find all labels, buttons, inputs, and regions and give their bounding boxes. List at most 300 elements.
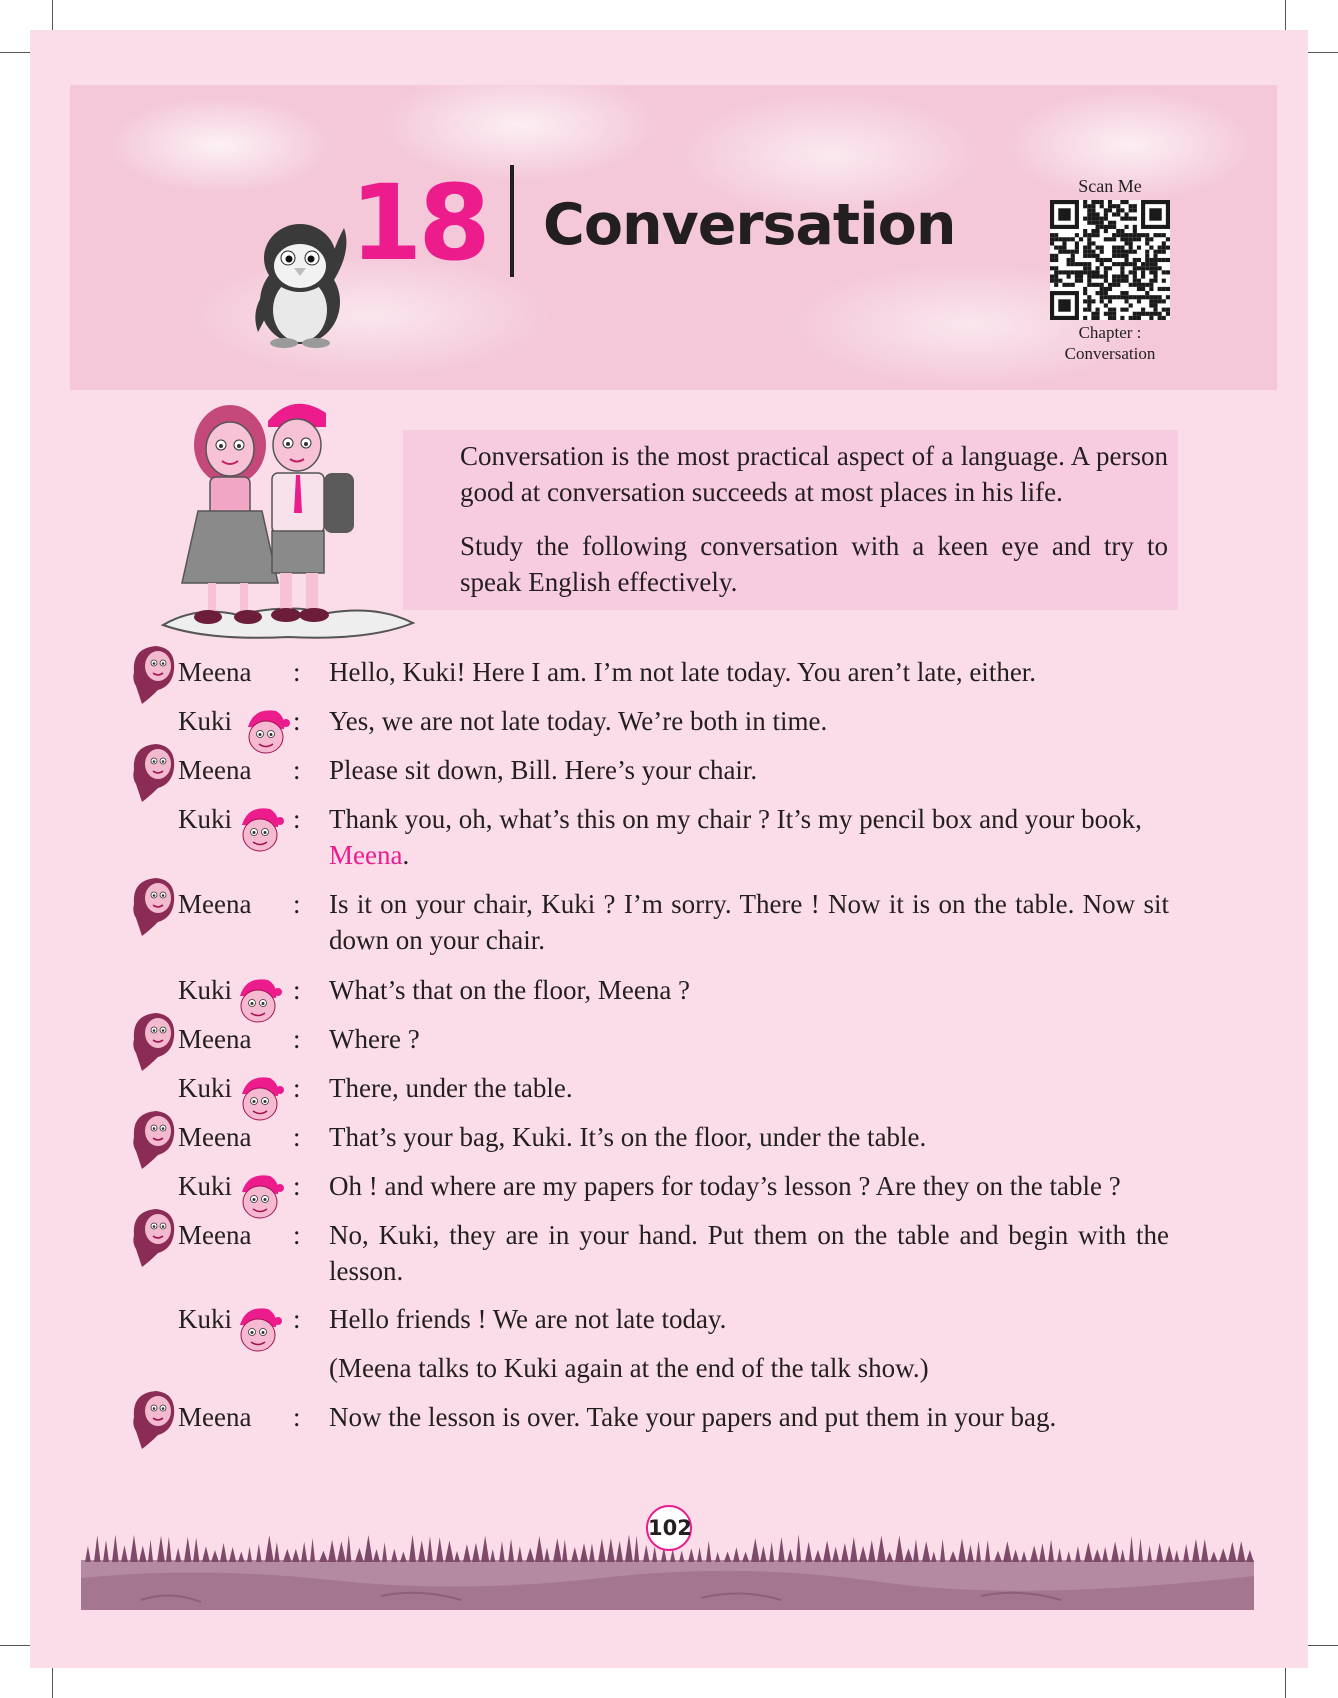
dialogue-text: What’s that on the floor, Meena ? — [329, 975, 691, 1005]
dialogue-text: No, Kuki, they are in your hand. Put them on the table and begin with the lesson. — [329, 1220, 1169, 1286]
qr-module — [1149, 270, 1153, 274]
qr-module — [1091, 250, 1095, 254]
qr-module — [1096, 270, 1100, 274]
qr-module — [1104, 287, 1108, 291]
qr-module — [1129, 250, 1133, 254]
qr-module — [1145, 295, 1149, 299]
qr-module — [1166, 258, 1170, 262]
kuki-avatar-icon — [234, 1072, 284, 1124]
qr-module — [1137, 258, 1141, 262]
qr-module — [1120, 237, 1124, 241]
qr-module — [1145, 262, 1149, 266]
qr-module — [1075, 250, 1079, 254]
qr-module — [1137, 316, 1141, 320]
qr-module — [1050, 237, 1054, 241]
qr-module — [1158, 246, 1162, 250]
meena-avatar-icon — [128, 1107, 178, 1171]
qr-module — [1153, 299, 1157, 303]
qr-module — [1162, 241, 1166, 245]
qr-module — [1116, 279, 1120, 283]
tree-silhouette — [724, 1551, 731, 1562]
qr-module — [1124, 250, 1128, 254]
qr-module — [1137, 283, 1141, 287]
qr-module — [1058, 250, 1062, 254]
qr-module — [1158, 258, 1162, 262]
tree-silhouette — [1147, 1546, 1152, 1562]
qr-module — [1083, 270, 1087, 274]
qr-module — [1100, 225, 1104, 229]
qr-module — [1124, 279, 1128, 283]
tree-silhouette — [1183, 1544, 1189, 1562]
qr-module — [1153, 274, 1157, 278]
dialogue-text: Oh ! and where are my papers for today’s lesson ? Are they on the table ? — [329, 1171, 1121, 1201]
qr-module — [1137, 312, 1141, 316]
qr-module — [1162, 299, 1166, 303]
tree-silhouette — [733, 1547, 740, 1562]
tree-silhouette — [913, 1539, 919, 1562]
tree-silhouette — [184, 1537, 191, 1562]
tree-silhouette — [940, 1539, 945, 1562]
qr-module — [1162, 233, 1166, 237]
speaker-colon: : — [293, 975, 301, 1005]
qr-module — [1133, 279, 1137, 283]
qr-module — [1087, 295, 1091, 299]
qr-module — [1120, 229, 1124, 233]
crop-mark — [1308, 52, 1338, 53]
qr-module — [1108, 208, 1112, 212]
tree-silhouette — [949, 1551, 957, 1562]
qr-module — [1096, 212, 1100, 216]
qr-module — [1075, 279, 1079, 283]
qr-module — [1153, 303, 1157, 307]
qr-module — [1067, 237, 1071, 241]
qr-module — [1087, 254, 1091, 258]
tree-silhouette — [463, 1544, 471, 1562]
qr-module — [1166, 237, 1170, 241]
qr-module — [1112, 295, 1116, 299]
qr-module — [1124, 212, 1128, 216]
speaker-name: Meena — [178, 1024, 252, 1054]
intro-paragraph-1: Conversation is the most practical aspect of a language. A person good at conversation succeeds at most places in his life. — [460, 441, 1168, 507]
tree-silhouette — [382, 1542, 387, 1562]
qr-code-icon[interactable] — [1050, 200, 1170, 320]
qr-module — [1153, 254, 1157, 258]
tree-silhouette — [1237, 1541, 1245, 1562]
qr-module — [1096, 258, 1100, 262]
qr-module — [1141, 308, 1145, 312]
dialogue-text: Now the lesson is over. Take your papers and put them in your bag. — [329, 1402, 1057, 1432]
tree-silhouette — [409, 1535, 416, 1562]
qr-module — [1054, 283, 1058, 287]
qr-module — [1112, 279, 1116, 283]
qr-module — [1083, 204, 1087, 208]
tree-silhouette — [229, 1547, 236, 1562]
qr-module — [1096, 283, 1100, 287]
qr-module — [1054, 258, 1058, 262]
qr-module — [1153, 250, 1157, 254]
qr-module — [1071, 270, 1075, 274]
qr-module — [1083, 299, 1087, 303]
qr-module — [1083, 262, 1087, 266]
tree-silhouette — [445, 1541, 454, 1562]
qr-module — [1096, 254, 1100, 258]
qr-module — [1120, 274, 1124, 278]
qr-module — [1145, 233, 1149, 237]
tree-silhouette — [499, 1541, 505, 1562]
qr-module — [1058, 237, 1062, 241]
qr-module — [1050, 233, 1054, 237]
qr-module — [1133, 208, 1137, 212]
tree-silhouette — [571, 1547, 579, 1562]
tree-silhouette — [1021, 1551, 1027, 1562]
qr-module — [1162, 246, 1166, 250]
meena-avatar-icon — [128, 1009, 178, 1073]
qr-module — [1158, 287, 1162, 291]
tree-silhouette — [634, 1535, 639, 1562]
tree-silhouette — [454, 1551, 460, 1562]
qr-module — [1120, 266, 1124, 270]
tree-silhouette — [238, 1552, 245, 1562]
qr-module — [1087, 279, 1091, 283]
qr-module — [1108, 295, 1112, 299]
speaker-colon: : — [293, 1024, 301, 1054]
tree-silhouette — [94, 1535, 101, 1562]
qr-module — [1096, 291, 1100, 295]
qr-module — [1153, 258, 1157, 262]
intro-paragraph-2: Study the following conversation with a keen eye and try to speak English effectively. — [460, 531, 1168, 597]
tree-silhouette — [175, 1548, 181, 1562]
tree-silhouette — [760, 1546, 767, 1562]
qr-module — [1158, 299, 1162, 303]
kuki-avatar-icon — [234, 1170, 284, 1222]
qr-module — [1083, 246, 1087, 250]
qr-module — [1149, 237, 1153, 241]
qr-module — [1112, 262, 1116, 266]
speaker-name: Kuki — [178, 706, 232, 736]
crop-mark — [52, 1668, 53, 1698]
speaker-colon: : — [293, 804, 301, 834]
qr-module — [1133, 225, 1137, 229]
qr-module — [1083, 254, 1087, 258]
qr-module — [1104, 295, 1108, 299]
qr-module — [1054, 246, 1058, 250]
tree-silhouette — [364, 1535, 373, 1562]
qr-module — [1096, 274, 1100, 278]
qr-module — [1120, 270, 1124, 274]
qr-module — [1137, 299, 1141, 303]
qr-module — [1087, 308, 1091, 312]
qr-module — [1062, 241, 1066, 245]
tree-silhouette — [508, 1539, 514, 1562]
qr-module — [1145, 258, 1149, 262]
qr-module — [1124, 291, 1128, 295]
qr-module — [1137, 266, 1141, 270]
tree-silhouette — [994, 1551, 1002, 1562]
stage-direction-text: (Meena talks to Kuki again at the end of the talk show.) — [329, 1353, 929, 1383]
kuki-avatar-icon — [240, 705, 290, 757]
tree-silhouette — [490, 1549, 495, 1562]
tree-silhouette — [832, 1547, 839, 1562]
qr-module — [1124, 241, 1128, 245]
qr-module — [1067, 262, 1071, 266]
qr-caption-line1: Chapter : — [1078, 323, 1142, 342]
tree-silhouette — [877, 1536, 886, 1562]
tree-silhouette — [1165, 1545, 1173, 1562]
qr-module — [1067, 250, 1071, 254]
qr-module — [1158, 295, 1162, 299]
qr-module — [1158, 250, 1162, 254]
tree-silhouette — [1201, 1539, 1209, 1562]
crop-mark — [0, 52, 30, 53]
tree-silhouette — [1210, 1551, 1218, 1562]
tree-silhouette — [1156, 1543, 1163, 1562]
qr-module — [1058, 246, 1062, 250]
tree-silhouette — [418, 1540, 426, 1562]
speaker-colon: : — [293, 657, 301, 687]
qr-module — [1100, 283, 1104, 287]
qr-module — [1104, 279, 1108, 283]
qr-module — [1104, 217, 1108, 221]
qr-module — [1145, 241, 1149, 245]
qr-module — [1096, 316, 1100, 320]
qr-module — [1054, 254, 1058, 258]
qr-module — [1129, 217, 1133, 221]
qr-module — [1112, 274, 1116, 278]
qr-module — [1153, 233, 1157, 237]
qr-module — [1141, 270, 1145, 274]
qr-module — [1067, 274, 1071, 278]
dialogue-text-end: . — [402, 840, 410, 870]
tree-silhouette — [472, 1543, 480, 1562]
tree-silhouette — [103, 1540, 109, 1562]
tree-silhouette — [85, 1546, 91, 1562]
qr-module — [1096, 233, 1100, 237]
qr-module — [1112, 308, 1116, 312]
qr-module — [1137, 246, 1141, 250]
qr-module — [1141, 262, 1145, 266]
qr-module — [1129, 246, 1133, 250]
qr-module — [1145, 283, 1149, 287]
tree-silhouette — [580, 1543, 588, 1562]
qr-module — [1087, 274, 1091, 278]
qr-module — [1137, 233, 1141, 237]
qr-module — [1108, 266, 1112, 270]
qr-module — [1087, 208, 1091, 212]
qr-module — [1100, 287, 1104, 291]
qr-module — [1133, 204, 1137, 208]
qr-module — [1100, 204, 1104, 208]
qr-module — [1075, 270, 1079, 274]
qr-module — [1091, 204, 1095, 208]
dialogue-text — [329, 801, 1169, 873]
qr-module — [1083, 316, 1087, 320]
qr-module — [1087, 246, 1091, 250]
tree-silhouette — [310, 1538, 315, 1562]
qr-module — [1083, 200, 1087, 204]
qr-module — [1083, 287, 1087, 291]
qr-module — [1133, 258, 1137, 262]
qr-module — [1091, 283, 1095, 287]
qr-module — [1149, 312, 1153, 316]
tree-silhouette — [274, 1542, 280, 1562]
tree-silhouette — [121, 1545, 128, 1562]
dialogue-text: Hello, Kuki! Here I am. I’m not late today. You aren’t late, either. — [329, 657, 1037, 687]
qr-module — [1087, 283, 1091, 287]
qr-module — [1133, 229, 1137, 233]
qr-module — [1100, 250, 1104, 254]
qr-module — [1075, 262, 1079, 266]
qr-module — [1054, 270, 1058, 274]
qr-module — [1166, 295, 1170, 299]
qr-module — [1096, 308, 1100, 312]
qr-module — [1062, 237, 1066, 241]
crop-mark — [1285, 0, 1286, 30]
speaker-colon: : — [293, 755, 301, 785]
qr-module — [1054, 233, 1058, 237]
qr-module — [1129, 204, 1133, 208]
qr-module — [1067, 270, 1071, 274]
qr-module — [1166, 308, 1170, 312]
qr-module — [1058, 270, 1062, 274]
dialogue-text: Is it on your chair, Kuki ? I’m sorry. There ! Now it is on the table. Now sit down on your chair. — [329, 889, 1169, 955]
qr-finder-pattern — [1058, 299, 1070, 311]
tree-silhouette — [427, 1536, 433, 1562]
qr-module — [1091, 316, 1095, 320]
tree-silhouette — [1057, 1548, 1062, 1562]
qr-module — [1153, 279, 1157, 283]
qr-module — [1087, 204, 1091, 208]
qr-module — [1124, 295, 1128, 299]
qr-module — [1087, 250, 1091, 254]
qr-module — [1104, 312, 1108, 316]
qr-module — [1133, 270, 1137, 274]
qr-module — [1162, 279, 1166, 283]
qr-module — [1104, 266, 1108, 270]
qr-module — [1153, 262, 1157, 266]
tree-silhouette — [373, 1549, 380, 1562]
qr-module — [1116, 246, 1120, 250]
qr-module — [1137, 279, 1141, 283]
qr-finder-pattern — [1058, 208, 1070, 220]
qr-module — [1091, 241, 1095, 245]
tree-silhouette — [1012, 1550, 1019, 1562]
qr-module — [1091, 217, 1095, 221]
qr-finder-pattern — [1149, 208, 1161, 220]
tree-silhouette — [796, 1534, 801, 1562]
qr-module — [1149, 279, 1153, 283]
qr-module — [1129, 262, 1133, 266]
qr-module — [1120, 217, 1124, 221]
tree-silhouette — [625, 1534, 633, 1562]
tree-silhouette — [841, 1543, 849, 1562]
qr-module — [1133, 274, 1137, 278]
qr-module — [1133, 283, 1137, 287]
qr-module — [1079, 262, 1083, 266]
qr-module — [1124, 308, 1128, 312]
qr-module — [1116, 283, 1120, 287]
tree-silhouette — [850, 1537, 858, 1562]
speaker-name: Kuki — [178, 1073, 232, 1103]
qr-module — [1100, 258, 1104, 262]
qr-module — [1091, 200, 1095, 204]
tree-silhouette — [283, 1549, 292, 1562]
tree-silhouette — [562, 1540, 568, 1562]
qr-module — [1100, 274, 1104, 278]
qr-module — [1133, 233, 1137, 237]
qr-module — [1104, 258, 1108, 262]
qr-module — [1124, 217, 1128, 221]
speaker-name: Meena — [178, 755, 252, 785]
tree-silhouette — [112, 1535, 119, 1562]
tree-silhouette — [1219, 1548, 1227, 1562]
tree-silhouette — [1246, 1550, 1254, 1562]
tree-silhouette — [148, 1539, 153, 1562]
crop-mark — [1308, 1645, 1338, 1646]
qr-module — [1116, 204, 1120, 208]
tree-silhouette — [139, 1545, 147, 1562]
qr-module — [1087, 217, 1091, 221]
qr-module — [1124, 274, 1128, 278]
qr-module — [1124, 237, 1128, 241]
tree-silhouette — [157, 1536, 165, 1562]
crop-mark — [52, 0, 53, 30]
speaker-colon: : — [293, 889, 301, 919]
qr-module — [1158, 316, 1162, 320]
qr-module — [1091, 274, 1095, 278]
qr-module — [1149, 246, 1153, 250]
qr-module — [1050, 274, 1054, 278]
tree-silhouette — [247, 1546, 252, 1562]
qr-module — [1091, 299, 1095, 303]
tree-silhouette — [679, 1551, 684, 1562]
crop-mark — [0, 1645, 30, 1646]
qr-module — [1104, 208, 1108, 212]
qr-module — [1050, 279, 1054, 283]
tree-silhouette — [193, 1538, 199, 1562]
qr-module — [1087, 237, 1091, 241]
tree-silhouette — [220, 1543, 227, 1562]
tree-silhouette — [895, 1536, 904, 1562]
qr-module — [1129, 233, 1133, 237]
qr-module — [1166, 246, 1170, 250]
qr-module — [1129, 237, 1133, 241]
qr-module — [1083, 217, 1087, 221]
tree-silhouette — [265, 1535, 274, 1562]
qr-module — [1112, 212, 1116, 216]
qr-module — [1124, 299, 1128, 303]
qr-module — [1129, 208, 1133, 212]
qr-module — [1062, 246, 1066, 250]
qr-module — [1162, 258, 1166, 262]
tree-silhouette — [931, 1551, 937, 1562]
qr-module — [1137, 237, 1141, 241]
qr-module — [1120, 254, 1124, 258]
qr-module — [1108, 312, 1112, 316]
qr-module — [1129, 316, 1133, 320]
kuki-avatar-icon — [232, 974, 282, 1026]
qr-module — [1091, 212, 1095, 216]
penguin-mascot-icon — [248, 210, 358, 350]
qr-module — [1149, 299, 1153, 303]
tree-silhouette — [1003, 1541, 1012, 1562]
qr-module — [1112, 225, 1116, 229]
dialogue-text: Where ? — [329, 1024, 420, 1054]
qr-module — [1108, 299, 1112, 303]
qr-module — [1141, 312, 1145, 316]
tree-silhouette — [328, 1540, 336, 1562]
qr-module — [1124, 254, 1128, 258]
qr-module — [1112, 221, 1116, 225]
